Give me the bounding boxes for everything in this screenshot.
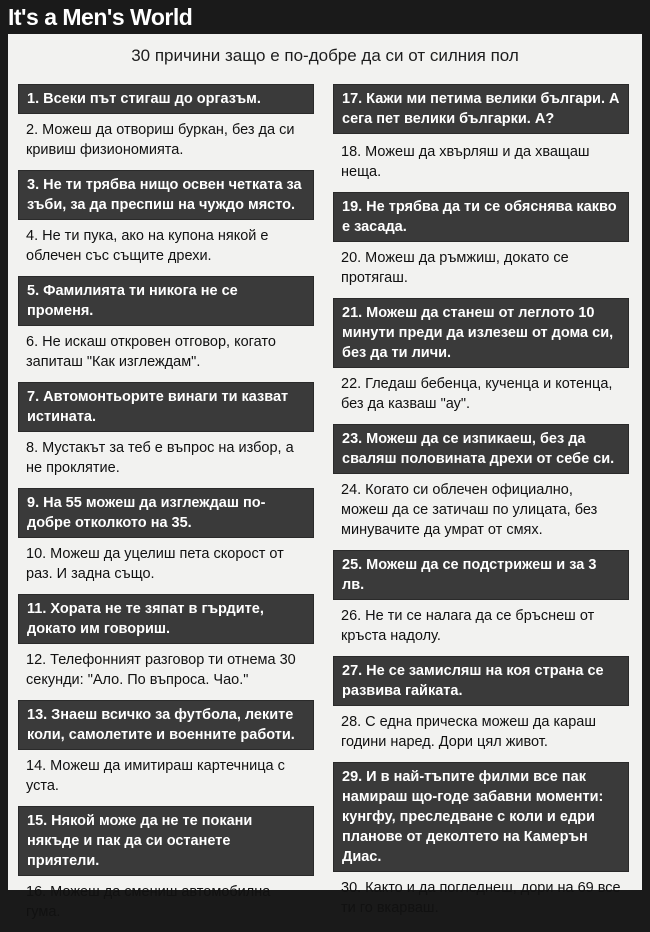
article-headline: 30 причини защо е по-добре да си от силния пол xyxy=(131,46,519,65)
reason-item: 26. Не ти се налага да се бръснеш от кръста надолу. xyxy=(341,608,595,644)
reason-item: 5. Фамилията ти никога не се променя. xyxy=(18,276,314,326)
reason-item: 21. Можеш да станеш от леглото 10 минути преди да излезеш от дома си, без да ти личи. xyxy=(333,298,629,368)
reason-item: 27. Не се замисляш на коя страна се развива гайката. xyxy=(333,656,629,706)
reason-item: 18. Можеш да хвърляш и да хващаш неща. xyxy=(341,144,590,180)
section-title: It's a Men's World xyxy=(0,0,650,34)
reason-item: 2. Можеш да отвориш буркан, без да си кривиш физиономията. xyxy=(26,122,295,158)
reason-item: 9. На 55 можеш да изглеждаш по-добре отколкото на 35. xyxy=(18,488,314,538)
reason-item: 4. Не ти пука, ако на купона някой е облечен със същите дрехи. xyxy=(26,228,269,264)
reason-item: 3. Не ти трябва нищо освен четката за зъби, за да преспиш на чуждо място. xyxy=(18,170,314,220)
reason-item: 6. Не искаш откровен отговор, когато запиташ "Как изглеждам". xyxy=(26,334,276,370)
reason-item: 30. Както и да погледнеш, дори на 69 все ти го вкарваш. xyxy=(341,880,621,916)
article-body xyxy=(8,34,642,920)
right-column xyxy=(333,84,629,928)
reason-item: 16. Можеш да смениш автомобилна гума. xyxy=(26,884,271,920)
reason-item: 8. Мустакът за теб е въпрос на избор, а не проклятие. xyxy=(26,440,294,476)
reason-item: 28. С една прическа можеш да караш години наред. Дори цял живот. xyxy=(341,714,596,750)
reason-item: 24. Когато си облечен официално, можеш да се затичаш по улицата, без минувачите да умрат от смях. xyxy=(341,482,598,538)
reason-item: 13. Знаеш всичко за футбола, леките коли, самолетите и военните работи. xyxy=(18,700,314,750)
reason-item: 22. Гледаш бебенца, кученца и котенца, без да казваш "ау". xyxy=(341,376,613,412)
reason-item: 15. Някой може да не те покани някъде и пак да си останете приятели. xyxy=(18,806,314,876)
reason-item: 11. Хората не те зяпат в гърдите, докато им говориш. xyxy=(18,594,314,644)
reason-item: 23. Можеш да се изпикаеш, без да сваляш половината дрехи от себе си. xyxy=(333,424,629,474)
reason-item: 12. Телефонният разговор ти отнема 30 секунди: "Ало. По въпроса. Чао." xyxy=(26,652,296,688)
reason-item: 29. И в най-тъпите филми все пак намираш що-годе забавни моменти: кунгфу, преследване с коли и едри планове от деколтето на Камерън Диас. xyxy=(333,762,629,872)
reason-item: 17. Кажи ми петима велики българи. А сега пет велики българки. А? xyxy=(333,84,629,134)
reason-item: 14. Можеш да имитираш картечница с уста. xyxy=(26,758,285,794)
reason-item: 25. Можеш да се подстрижеш и за 3 лв. xyxy=(333,550,629,600)
reason-item: 7. Автомонтьорите винаги ти казват истината. xyxy=(18,382,314,432)
reason-item: 19. Не трябва да ти се обяснява какво е засада. xyxy=(333,192,629,242)
reason-item: 10. Можеш да уцелиш пета скорост от раз. И задна също. xyxy=(26,546,284,582)
left-column xyxy=(18,84,314,932)
reason-item: 1. Всеки път стигаш до оргазъм. xyxy=(18,84,314,114)
reason-item: 20. Можеш да ръмжиш, докато се протягаш. xyxy=(341,250,569,286)
